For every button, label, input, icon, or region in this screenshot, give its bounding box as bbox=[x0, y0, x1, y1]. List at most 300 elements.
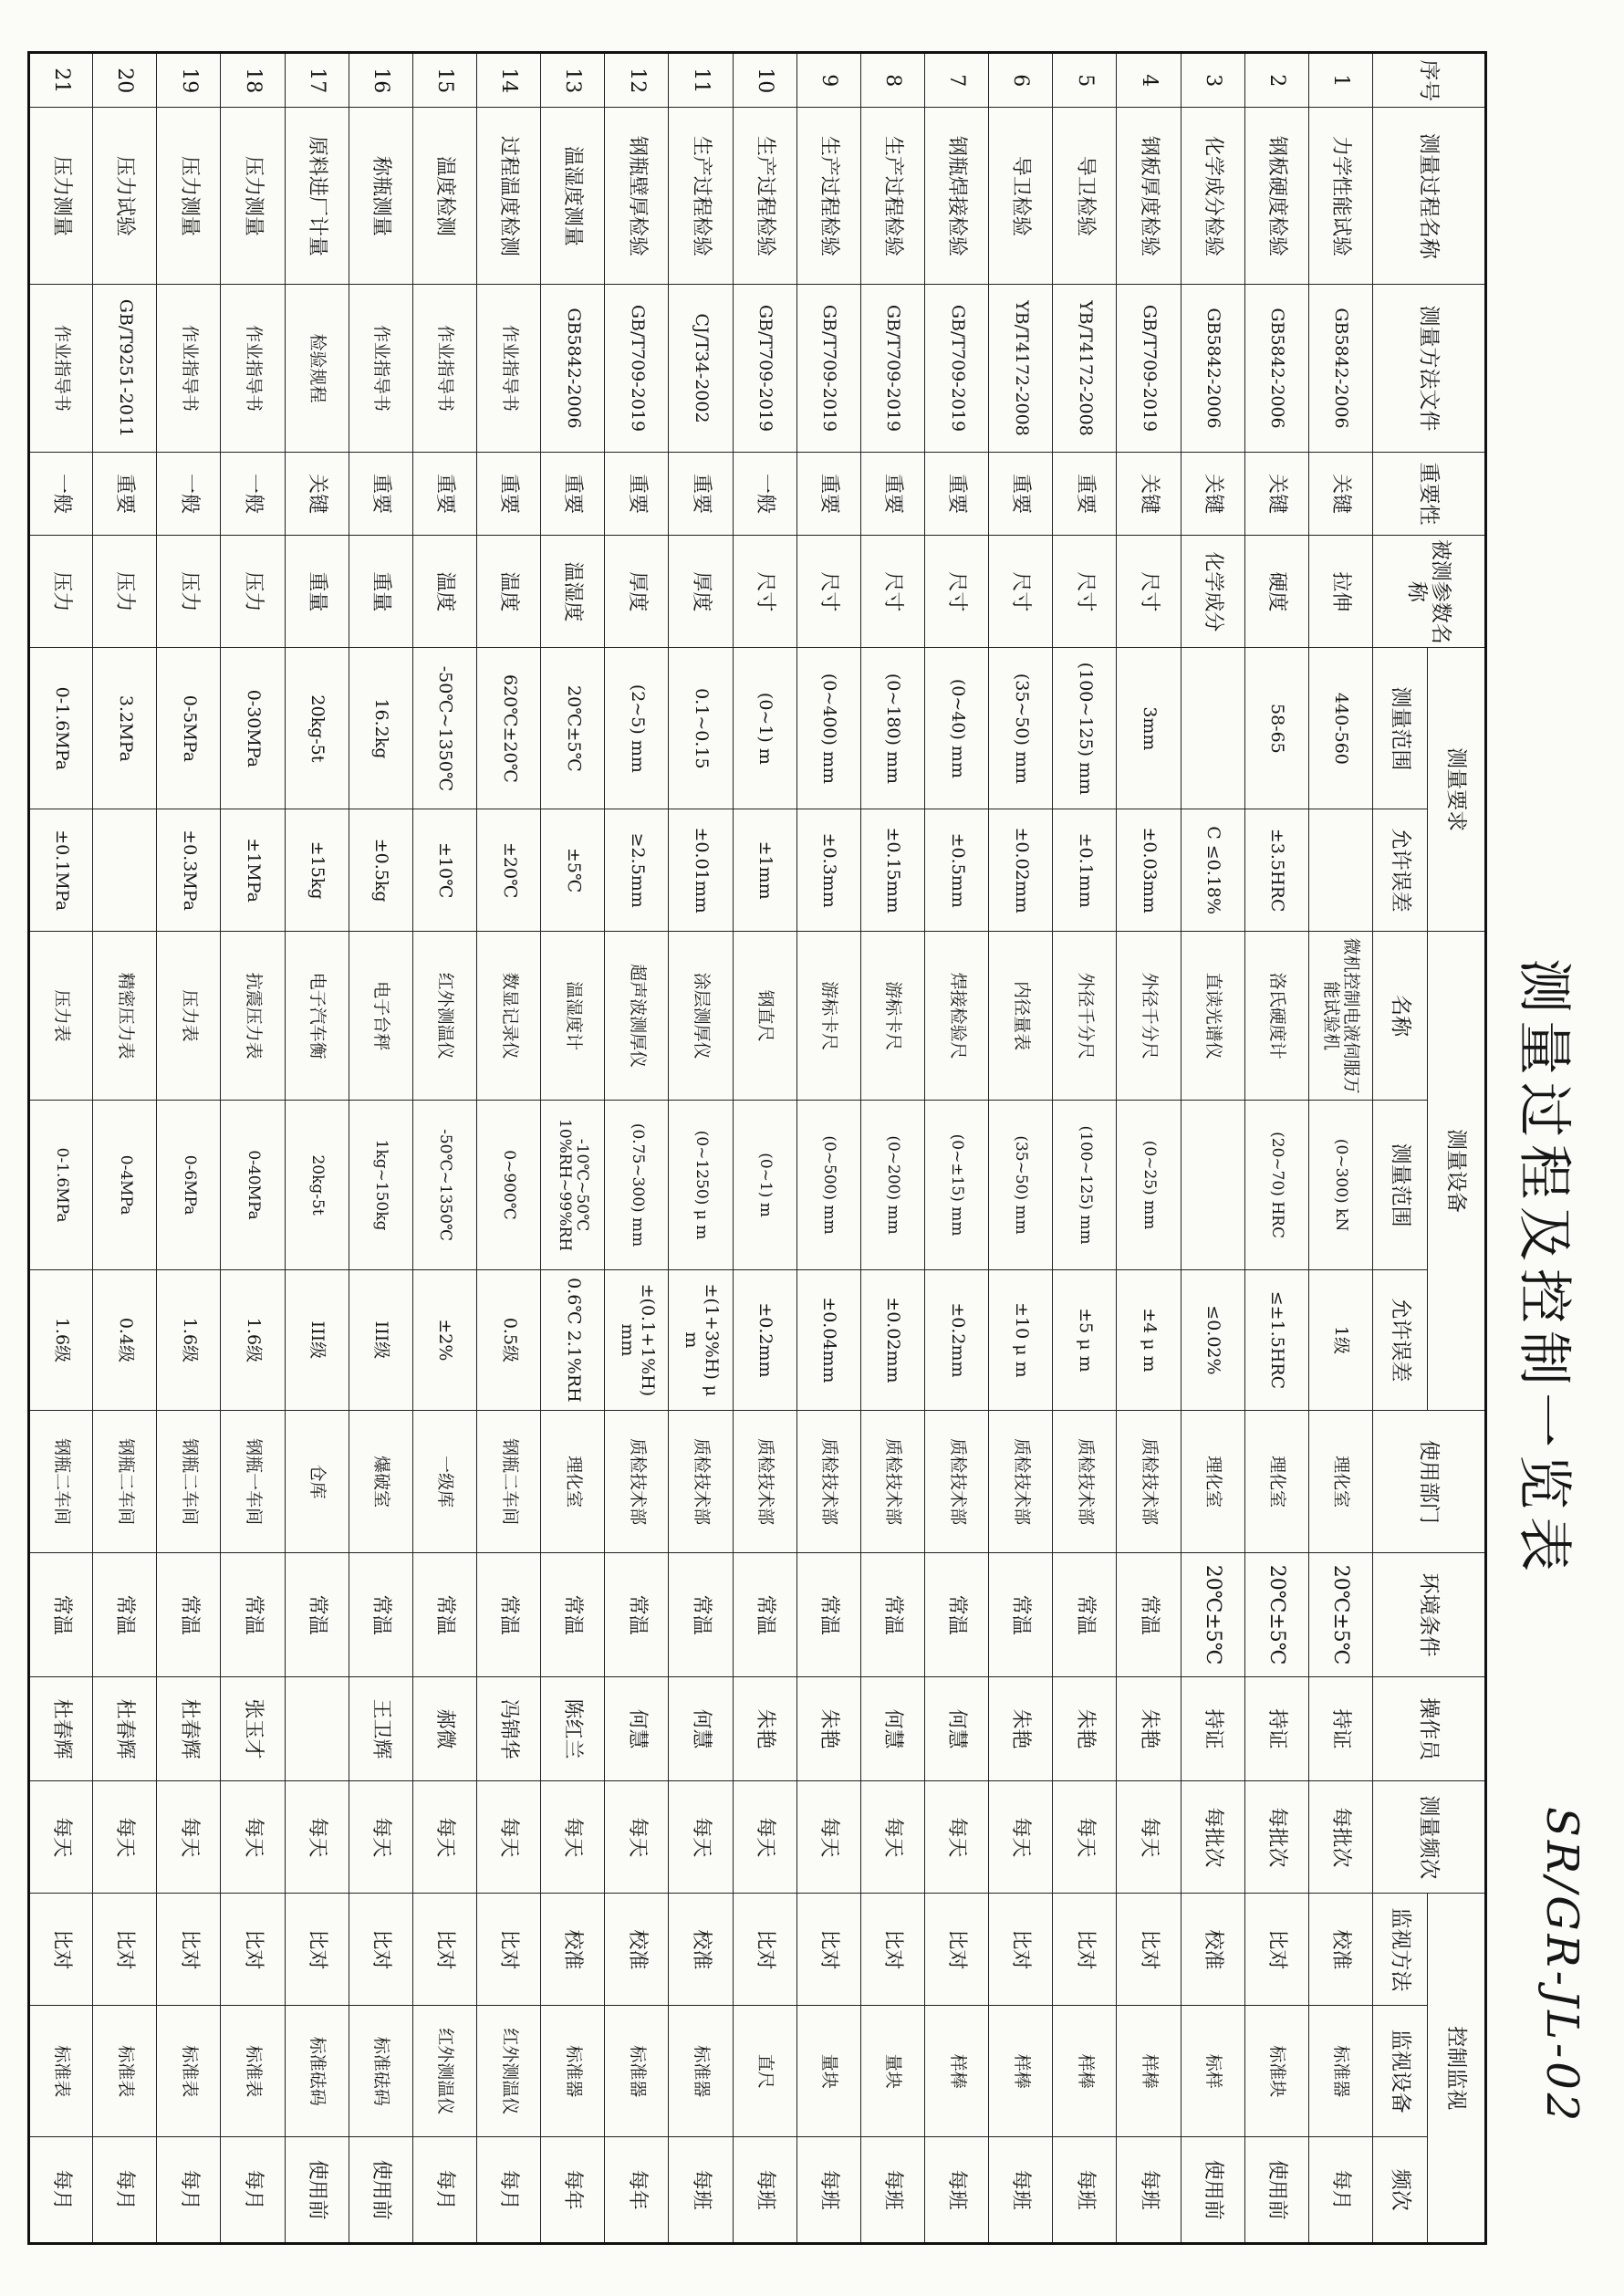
cell-eq-range: (0~300) kN bbox=[1308, 1101, 1372, 1269]
cell-importance: 重要 bbox=[349, 452, 412, 536]
cell-mon-freq: 每月 bbox=[157, 2137, 221, 2244]
cell-mon-method: 比对 bbox=[412, 1894, 476, 2006]
cell-method: GB5842-2006 bbox=[1244, 285, 1308, 452]
cell-env: 常温 bbox=[1117, 1553, 1181, 1676]
cell-dept: 钢瓶一车间 bbox=[221, 1411, 285, 1553]
cell-req-tol: ±0.03mm bbox=[1117, 809, 1181, 931]
cell-process: 导卫检验 bbox=[1053, 108, 1117, 285]
cell-no: 9 bbox=[796, 53, 860, 108]
table-row bbox=[412, 53, 476, 2244]
cell-process: 生产过程检验 bbox=[796, 108, 860, 285]
cell-operator: 何慧 bbox=[860, 1676, 924, 1781]
cell-eq-range: 0~900℃ bbox=[477, 1101, 541, 1269]
cell-no: 20 bbox=[93, 53, 157, 108]
cell-req-range: 0-5MPa bbox=[157, 648, 221, 809]
cell-dept: 质检技术部 bbox=[605, 1411, 669, 1553]
cell-eq-tol: ±0.2mm bbox=[925, 1269, 989, 1410]
cell-param: 压力 bbox=[93, 536, 157, 648]
cell-mon-freq: 每班 bbox=[989, 2137, 1053, 2244]
cell-dept: 质检技术部 bbox=[989, 1411, 1053, 1553]
table-row bbox=[860, 53, 924, 2244]
cell-importance: 关键 bbox=[1244, 452, 1308, 536]
cell-freq: 每批次 bbox=[1244, 1781, 1308, 1894]
cell-eq-name: 游标卡尺 bbox=[796, 931, 860, 1100]
cell-importance: 重要 bbox=[541, 452, 605, 536]
table-row bbox=[221, 53, 285, 2244]
cell-no: 11 bbox=[669, 53, 733, 108]
cell-mon-equipment: 标准器 bbox=[1308, 2006, 1372, 2137]
cell-mon-equipment: 红外测温仪 bbox=[412, 2006, 476, 2137]
cell-eq-range: (0~500) mm bbox=[796, 1101, 860, 1269]
header-param: 被测参数名称 bbox=[1373, 536, 1486, 648]
cell-method: YB/T4172-2008 bbox=[1053, 285, 1117, 452]
cell-no: 10 bbox=[733, 53, 796, 108]
cell-eq-range: (0~25) mm bbox=[1117, 1101, 1181, 1269]
cell-importance: 一般 bbox=[29, 452, 93, 536]
cell-operator: 冯锦华 bbox=[477, 1676, 541, 1781]
cell-process: 压力测量 bbox=[29, 108, 93, 285]
cell-process: 力学性能试验 bbox=[1308, 108, 1372, 285]
cell-eq-tol: 1.6级 bbox=[29, 1269, 93, 1410]
cell-req-tol: ±1mm bbox=[733, 809, 796, 931]
cell-eq-name: 直读光谱仪 bbox=[1181, 931, 1244, 1100]
header-env: 环境条件 bbox=[1373, 1553, 1486, 1676]
cell-eq-tol: ≤0.02% bbox=[1181, 1269, 1244, 1410]
cell-method: CJ/T34-2002 bbox=[669, 285, 733, 452]
cell-eq-name: 微机控制电液伺服万能试验机 bbox=[1308, 931, 1372, 1100]
cell-req-range: -50℃~1350℃ bbox=[412, 648, 476, 809]
cell-param: 化学成分 bbox=[1181, 536, 1244, 648]
cell-freq: 每天 bbox=[221, 1781, 285, 1894]
cell-eq-range: 0-6MPa bbox=[157, 1101, 221, 1269]
cell-mon-equipment: 标准表 bbox=[157, 2006, 221, 2137]
header-operator: 操作员 bbox=[1373, 1676, 1486, 1781]
cell-env: 20℃±5℃ bbox=[1181, 1553, 1244, 1676]
cell-method: YB/T4172-2008 bbox=[989, 285, 1053, 452]
cell-mon-method: 比对 bbox=[285, 1894, 349, 2006]
table-row bbox=[733, 53, 796, 2244]
cell-dept: 理化室 bbox=[1181, 1411, 1244, 1553]
cell-importance: 重要 bbox=[796, 452, 860, 536]
cell-eq-name: 焊接检验尺 bbox=[925, 931, 989, 1100]
cell-mon-freq: 每班 bbox=[1053, 2137, 1117, 2244]
cell-eq-name: 外径千分尺 bbox=[1053, 931, 1117, 1100]
cell-param: 厚度 bbox=[669, 536, 733, 648]
cell-eq-tol: ±2% bbox=[412, 1269, 476, 1410]
cell-env: 常温 bbox=[796, 1553, 860, 1676]
cell-importance: 重要 bbox=[1053, 452, 1117, 536]
cell-eq-range: (100~125) mm bbox=[1053, 1101, 1117, 1269]
header-mon-freq: 频次 bbox=[1373, 2137, 1428, 2244]
cell-importance: 重要 bbox=[93, 452, 157, 536]
cell-process: 温度检测 bbox=[412, 108, 476, 285]
header-eq-range: 测量范围 bbox=[1373, 1101, 1428, 1269]
cell-importance: 关键 bbox=[1181, 452, 1244, 536]
cell-eq-range bbox=[1181, 1101, 1244, 1269]
cell-method: GB5842-2006 bbox=[1308, 285, 1372, 452]
header-importance: 重要性 bbox=[1373, 452, 1486, 536]
cell-freq: 每天 bbox=[541, 1781, 605, 1894]
cell-eq-name: 电子汽车衡 bbox=[285, 931, 349, 1100]
cell-param: 重量 bbox=[349, 536, 412, 648]
cell-param: 尺寸 bbox=[989, 536, 1053, 648]
cell-req-range: 20℃±5℃ bbox=[541, 648, 605, 809]
cell-operator: 何慧 bbox=[669, 1676, 733, 1781]
cell-mon-freq: 每年 bbox=[541, 2137, 605, 2244]
header-req-tol: 允许误差 bbox=[1373, 809, 1428, 931]
cell-mon-equipment: 标准砝码 bbox=[349, 2006, 412, 2137]
cell-eq-name: 抗震压力表 bbox=[221, 931, 285, 1100]
cell-process: 钢板硬度检验 bbox=[1244, 108, 1308, 285]
cell-mon-method: 比对 bbox=[157, 1894, 221, 2006]
cell-process: 称瓶测量 bbox=[349, 108, 412, 285]
cell-req-tol bbox=[93, 809, 157, 931]
cell-no: 17 bbox=[285, 53, 349, 108]
cell-freq: 每天 bbox=[733, 1781, 796, 1894]
cell-mon-equipment: 标准器 bbox=[541, 2006, 605, 2137]
cell-eq-name: 温湿度计 bbox=[541, 931, 605, 1100]
cell-method: GB/T709-2019 bbox=[796, 285, 860, 452]
cell-method: GB5842-2006 bbox=[1181, 285, 1244, 452]
cell-process: 化学成分检验 bbox=[1181, 108, 1244, 285]
cell-mon-equipment: 样棒 bbox=[1053, 2006, 1117, 2137]
table-row bbox=[285, 53, 349, 2244]
cell-param: 压力 bbox=[221, 536, 285, 648]
cell-freq: 每天 bbox=[157, 1781, 221, 1894]
cell-importance: 重要 bbox=[477, 452, 541, 536]
cell-mon-freq: 每月 bbox=[93, 2137, 157, 2244]
cell-mon-freq: 每月 bbox=[477, 2137, 541, 2244]
cell-mon-method: 比对 bbox=[1244, 1894, 1308, 2006]
cell-no: 3 bbox=[1181, 53, 1244, 108]
cell-req-range: 620℃±20℃ bbox=[477, 648, 541, 809]
cell-req-range: 0-1.6MPa bbox=[29, 648, 93, 809]
cell-eq-tol: 1.6级 bbox=[157, 1269, 221, 1410]
cell-operator: 何慧 bbox=[925, 1676, 989, 1781]
cell-req-range: 20kg-5t bbox=[285, 648, 349, 809]
cell-no: 4 bbox=[1117, 53, 1181, 108]
cell-param: 厚度 bbox=[605, 536, 669, 648]
cell-req-range: (0~40) mm bbox=[925, 648, 989, 809]
cell-freq: 每天 bbox=[29, 1781, 93, 1894]
cell-param: 尺寸 bbox=[796, 536, 860, 648]
cell-method: 作业指导书 bbox=[157, 285, 221, 452]
cell-dept: 理化室 bbox=[541, 1411, 605, 1553]
cell-eq-tol: 1.6级 bbox=[221, 1269, 285, 1410]
cell-mon-equipment: 标准表 bbox=[221, 2006, 285, 2137]
cell-mon-method: 比对 bbox=[925, 1894, 989, 2006]
cell-process: 钢瓶壁厚检验 bbox=[605, 108, 669, 285]
cell-process: 压力测量 bbox=[157, 108, 221, 285]
cell-req-range: (35~50) mm bbox=[989, 648, 1053, 809]
cell-mon-freq: 每月 bbox=[29, 2137, 93, 2244]
cell-req-tol: ±5℃ bbox=[541, 809, 605, 931]
cell-operator: 何慧 bbox=[605, 1676, 669, 1781]
cell-importance: 关键 bbox=[1308, 452, 1372, 536]
cell-req-range: 16.2kg bbox=[349, 648, 412, 809]
cell-freq: 每天 bbox=[860, 1781, 924, 1894]
cell-freq: 每天 bbox=[477, 1781, 541, 1894]
cell-mon-method: 校准 bbox=[605, 1894, 669, 2006]
cell-mon-method: 校准 bbox=[1181, 1894, 1244, 2006]
table-row bbox=[349, 53, 412, 2244]
cell-eq-tol: ±0.02mm bbox=[860, 1269, 924, 1410]
table-row bbox=[796, 53, 860, 2244]
cell-dept: 爆破室 bbox=[349, 1411, 412, 1553]
cell-param: 压力 bbox=[157, 536, 221, 648]
cell-process: 钢瓶焊接检验 bbox=[925, 108, 989, 285]
cell-eq-tol: 0.5级 bbox=[477, 1269, 541, 1410]
cell-mon-method: 比对 bbox=[860, 1894, 924, 2006]
cell-mon-freq: 使用前 bbox=[1181, 2137, 1244, 2244]
cell-eq-range: 1kg~150kg bbox=[349, 1101, 412, 1269]
cell-mon-equipment: 样棒 bbox=[925, 2006, 989, 2137]
cell-eq-name: 精密压力表 bbox=[93, 931, 157, 1100]
cell-process: 压力试验 bbox=[93, 108, 157, 285]
cell-mon-equipment: 量块 bbox=[796, 2006, 860, 2137]
cell-eq-tol: 1级 bbox=[1308, 1269, 1372, 1410]
cell-method: GB/T709-2019 bbox=[1117, 285, 1181, 452]
cell-env: 常温 bbox=[285, 1553, 349, 1676]
cell-req-tol: ±20℃ bbox=[477, 809, 541, 931]
cell-eq-tol: ±10 μ m bbox=[989, 1269, 1053, 1410]
cell-mon-equipment: 标准表 bbox=[93, 2006, 157, 2137]
cell-mon-freq: 每月 bbox=[412, 2137, 476, 2244]
cell-mon-equipment: 标样 bbox=[1181, 2006, 1244, 2137]
cell-env: 常温 bbox=[29, 1553, 93, 1676]
cell-eq-tol: ±4 μ m bbox=[1117, 1269, 1181, 1410]
cell-req-tol: ≥2.5mm bbox=[605, 809, 669, 931]
cell-mon-freq: 每月 bbox=[1308, 2137, 1372, 2244]
cell-no: 1 bbox=[1308, 53, 1372, 108]
cell-eq-name: 超声波测厚仪 bbox=[605, 931, 669, 1100]
cell-no: 12 bbox=[605, 53, 669, 108]
cell-mon-equipment: 标准器 bbox=[605, 2006, 669, 2137]
cell-method: GB/T9251-2011 bbox=[93, 285, 157, 452]
cell-req-range: (0~1) m bbox=[733, 648, 796, 809]
cell-operator bbox=[285, 1676, 349, 1781]
cell-env: 常温 bbox=[221, 1553, 285, 1676]
cell-dept: 质检技术部 bbox=[669, 1411, 733, 1553]
cell-dept: 一级库 bbox=[412, 1411, 476, 1553]
cell-mon-equipment: 标准砝码 bbox=[285, 2006, 349, 2137]
cell-method: 检验规程 bbox=[285, 285, 349, 452]
cell-dept: 理化室 bbox=[1308, 1411, 1372, 1553]
cell-eq-name: 数显记录仪 bbox=[477, 931, 541, 1100]
cell-process: 温湿度测量 bbox=[541, 108, 605, 285]
cell-mon-method: 比对 bbox=[1117, 1894, 1181, 2006]
table-row bbox=[669, 53, 733, 2244]
cell-env: 常温 bbox=[733, 1553, 796, 1676]
cell-mon-equipment: 样棒 bbox=[1117, 2006, 1181, 2137]
cell-mon-equipment: 量块 bbox=[860, 2006, 924, 2137]
cell-operator: 张玉才 bbox=[221, 1676, 285, 1781]
cell-mon-freq: 每班 bbox=[1117, 2137, 1181, 2244]
cell-freq: 每天 bbox=[925, 1781, 989, 1894]
cell-dept: 质检技术部 bbox=[796, 1411, 860, 1553]
table-header bbox=[1373, 53, 1486, 2244]
measurement-table bbox=[27, 51, 1487, 2245]
cell-eq-tol: ≤±1.5HRC bbox=[1244, 1269, 1308, 1410]
header-equipment: 测量设备 bbox=[1428, 931, 1486, 1410]
cell-method: 作业指导书 bbox=[349, 285, 412, 452]
cell-param: 重量 bbox=[285, 536, 349, 648]
cell-importance: 一般 bbox=[157, 452, 221, 536]
cell-dept: 钢瓶二车间 bbox=[93, 1411, 157, 1553]
cell-req-range: (0~180) mm bbox=[860, 648, 924, 809]
table-row bbox=[29, 53, 93, 2244]
cell-method: 作业指导书 bbox=[412, 285, 476, 452]
cell-mon-freq: 使用前 bbox=[285, 2137, 349, 2244]
cell-mon-method: 校准 bbox=[669, 1894, 733, 2006]
cell-importance: 关键 bbox=[285, 452, 349, 536]
cell-eq-name: 压力表 bbox=[157, 931, 221, 1100]
cell-env: 常温 bbox=[989, 1553, 1053, 1676]
cell-eq-range: (0.75~300) mm bbox=[605, 1101, 669, 1269]
cell-req-tol: ±0.5kg bbox=[349, 809, 412, 931]
cell-eq-tol: ±0.04mm bbox=[796, 1269, 860, 1410]
cell-mon-freq: 每月 bbox=[221, 2137, 285, 2244]
cell-eq-range: 0-40MPa bbox=[221, 1101, 285, 1269]
cell-freq: 每天 bbox=[989, 1781, 1053, 1894]
cell-no: 21 bbox=[29, 53, 93, 108]
header-dept: 使用部门 bbox=[1373, 1411, 1486, 1553]
cell-method: GB/T709-2019 bbox=[605, 285, 669, 452]
cell-eq-tol: ±(1+3%H) μ m bbox=[669, 1269, 733, 1410]
cell-env: 常温 bbox=[93, 1553, 157, 1676]
cell-eq-range: (0~1) m bbox=[733, 1101, 796, 1269]
cell-req-range: 3mm bbox=[1117, 648, 1181, 809]
cell-mon-equipment: 标准块 bbox=[1244, 2006, 1308, 2137]
cell-req-range: (100~125) mm bbox=[1053, 648, 1117, 809]
cell-freq: 每天 bbox=[412, 1781, 476, 1894]
cell-eq-tol: 0.4级 bbox=[93, 1269, 157, 1410]
cell-eq-tol: ±0.2mm bbox=[733, 1269, 796, 1410]
cell-req-range: 440-560 bbox=[1308, 648, 1372, 809]
table-row bbox=[93, 53, 157, 2244]
cell-env: 常温 bbox=[412, 1553, 476, 1676]
cell-mon-method: 比对 bbox=[733, 1894, 796, 2006]
cell-importance: 一般 bbox=[221, 452, 285, 536]
cell-eq-range: 0-4MPa bbox=[93, 1101, 157, 1269]
cell-mon-equipment: 红外测温仪 bbox=[477, 2006, 541, 2137]
cell-operator: 杜春辉 bbox=[29, 1676, 93, 1781]
cell-process: 压力测量 bbox=[221, 108, 285, 285]
cell-operator: 杜春辉 bbox=[157, 1676, 221, 1781]
cell-importance: 重要 bbox=[860, 452, 924, 536]
cell-no: 5 bbox=[1053, 53, 1117, 108]
cell-no: 7 bbox=[925, 53, 989, 108]
cell-mon-freq: 每班 bbox=[733, 2137, 796, 2244]
cell-freq: 每天 bbox=[1117, 1781, 1181, 1894]
cell-eq-tol: III级 bbox=[285, 1269, 349, 1410]
cell-req-tol: ±0.3MPa bbox=[157, 809, 221, 931]
cell-operator: 陈红兰 bbox=[541, 1676, 605, 1781]
cell-req-range: 0.1~0.15 bbox=[669, 648, 733, 809]
cell-env: 常温 bbox=[157, 1553, 221, 1676]
cell-param: 温湿度 bbox=[541, 536, 605, 648]
cell-method: GB/T709-2019 bbox=[733, 285, 796, 452]
cell-req-tol: ±10℃ bbox=[412, 809, 476, 931]
cell-mon-freq: 每班 bbox=[669, 2137, 733, 2244]
cell-req-range: (2~5) mm bbox=[605, 648, 669, 809]
cell-freq: 每天 bbox=[1053, 1781, 1117, 1894]
cell-mon-freq: 每班 bbox=[860, 2137, 924, 2244]
cell-eq-name: 钢直尺 bbox=[733, 931, 796, 1100]
cell-req-tol: ±3.5HRC bbox=[1244, 809, 1308, 931]
cell-param: 拉伸 bbox=[1308, 536, 1372, 648]
cell-dept: 质检技术部 bbox=[860, 1411, 924, 1553]
cell-process: 钢板厚度检验 bbox=[1117, 108, 1181, 285]
cell-param: 压力 bbox=[29, 536, 93, 648]
cell-operator: 持证 bbox=[1244, 1676, 1308, 1781]
cell-req-tol: ±0.02mm bbox=[989, 809, 1053, 931]
header-mon-equipment: 监视设备 bbox=[1373, 2006, 1428, 2137]
cell-mon-method: 比对 bbox=[796, 1894, 860, 2006]
document-code: SR/GR-JL-02 bbox=[1536, 1807, 1588, 2125]
cell-process: 生产过程检验 bbox=[733, 108, 796, 285]
cell-req-tol: ±1MPa bbox=[221, 809, 285, 931]
cell-param: 尺寸 bbox=[925, 536, 989, 648]
cell-dept: 质检技术部 bbox=[925, 1411, 989, 1553]
table-row bbox=[1308, 53, 1372, 2244]
cell-mon-method: 比对 bbox=[29, 1894, 93, 2006]
cell-env: 常温 bbox=[541, 1553, 605, 1676]
cell-req-tol: ±15kg bbox=[285, 809, 349, 931]
cell-importance: 一般 bbox=[733, 452, 796, 536]
header-freq: 测量频次 bbox=[1373, 1781, 1486, 1894]
cell-req-tol bbox=[1308, 809, 1372, 931]
cell-mon-method: 比对 bbox=[477, 1894, 541, 2006]
cell-env: 常温 bbox=[605, 1553, 669, 1676]
cell-freq: 每批次 bbox=[1181, 1781, 1244, 1894]
header-mon-method: 监视方法 bbox=[1373, 1894, 1428, 2006]
cell-req-tol: ±0.3mm bbox=[796, 809, 860, 931]
cell-env: 常温 bbox=[925, 1553, 989, 1676]
cell-operator: 王卫辉 bbox=[349, 1676, 412, 1781]
cell-env: 常温 bbox=[860, 1553, 924, 1676]
cell-operator: 杜春辉 bbox=[93, 1676, 157, 1781]
cell-eq-range: (35~50) mm bbox=[989, 1101, 1053, 1269]
cell-method: GB/T709-2019 bbox=[860, 285, 924, 452]
cell-method: GB5842-2006 bbox=[541, 285, 605, 452]
cell-eq-range: (0~200) mm bbox=[860, 1101, 924, 1269]
cell-mon-method: 校准 bbox=[541, 1894, 605, 2006]
cell-param: 温度 bbox=[412, 536, 476, 648]
cell-env: 常温 bbox=[669, 1553, 733, 1676]
cell-req-tol: ±0.1MPa bbox=[29, 809, 93, 931]
cell-process: 生产过程检验 bbox=[669, 108, 733, 285]
cell-method: 作业指导书 bbox=[477, 285, 541, 452]
cell-eq-tol: 0.6℃ 2.1%RH bbox=[541, 1269, 605, 1410]
table-row bbox=[1117, 53, 1181, 2244]
header-method: 测量方法文件 bbox=[1373, 285, 1486, 452]
cell-process: 导卫检验 bbox=[989, 108, 1053, 285]
cell-importance: 重要 bbox=[925, 452, 989, 536]
cell-no: 16 bbox=[349, 53, 412, 108]
cell-mon-freq: 每班 bbox=[796, 2137, 860, 2244]
header-process: 测量过程名称 bbox=[1373, 108, 1486, 285]
cell-eq-name: 外径千分尺 bbox=[1117, 931, 1181, 1100]
cell-no: 18 bbox=[221, 53, 285, 108]
cell-importance: 重要 bbox=[989, 452, 1053, 536]
header-eq-tol: 允许误差 bbox=[1373, 1269, 1428, 1410]
cell-method: GB/T709-2019 bbox=[925, 285, 989, 452]
cell-process: 原料进厂计量 bbox=[285, 108, 349, 285]
cell-eq-tol: ±(0.1+1%H) mm bbox=[605, 1269, 669, 1410]
cell-param: 尺寸 bbox=[1053, 536, 1117, 648]
cell-method: 作业指导书 bbox=[221, 285, 285, 452]
